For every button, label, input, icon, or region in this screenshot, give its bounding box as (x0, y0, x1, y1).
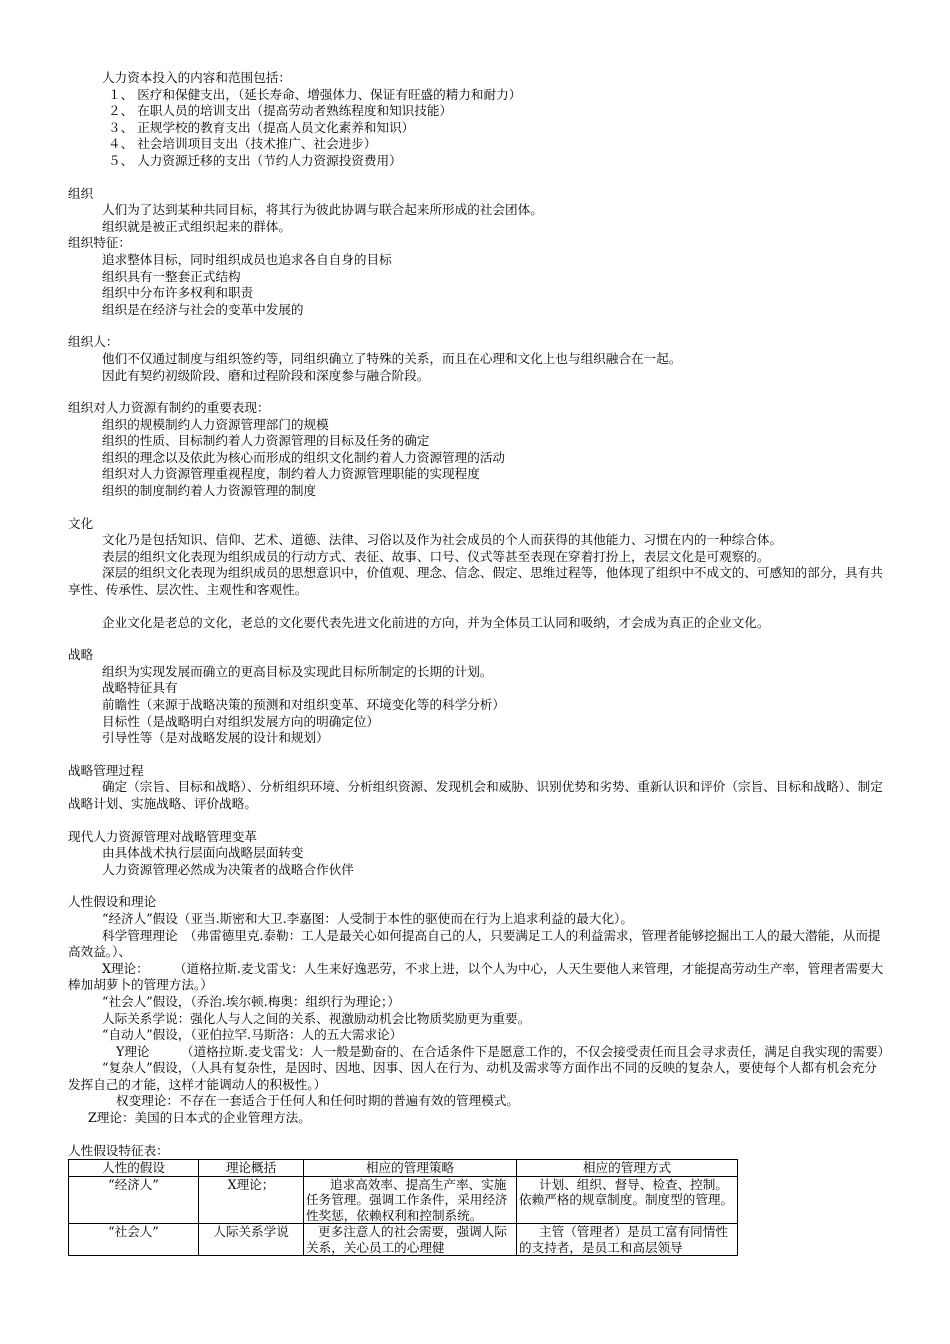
table-cell-assumption: “经济人” (69, 1176, 199, 1224)
table-cell-method: 主管（管理者）是员工富有同情性的支持者，是员工和高层领导 (517, 1224, 738, 1256)
section-title-org-person: 组织人： (68, 334, 119, 350)
modern-hr-line: 人力资源管理必然成为决策者的战略合作伙伴 (102, 861, 354, 877)
hc-intro: 人力资本投入的内容和范围包括： (102, 70, 291, 85)
modern-hr-line: 由具体战术执行层面向战略层面转变 (102, 845, 304, 861)
section-title-org-features: 组织特征： (68, 235, 131, 251)
section-title-org-constraint: 组织对人力资源有制约的重要表现： (68, 400, 270, 416)
hc-item: ４、 社会培训项目支出（技术推广、社会进步） (108, 136, 377, 152)
table-cell-theory: X理论； (199, 1176, 304, 1224)
human-nature-complex: “复杂人”假设，（人具有复杂性，是因时、因地、因事、因人在行为、动机及需求等方面作出不同的反映的复杂人，要使每个人都有机会充分发挥自己的才能，这样才能调动人的积极性。） (68, 1060, 877, 1092)
hc-item: ５、 人力资源迁移的支出（节约人力资源投资费用） (108, 152, 402, 168)
table-header-cell: 相应的管理策略 (304, 1160, 517, 1177)
table-header-cell: 人性的假设 (69, 1160, 199, 1177)
human-nature-y-theory: Y理论 （道格拉斯.麦戈雷戈：人一般是勤奋的、在合适条件下是愿意工作的，不仅会接受责任而且会寻求责任，满足自我实现的需要） (116, 1043, 891, 1059)
human-nature-x-theory: X理论： （道格拉斯.麦戈雷戈：人生来好逸恶劳，不求上进，以个人为中心，人天生要他人来管理，才能提高劳动生产率，管理者需要大棒加胡萝卜的管理方法。） (68, 960, 884, 993)
table-row (69, 1224, 738, 1256)
section-title-strategy-process: 战略管理过程 (68, 762, 144, 778)
human-nature-scientific: 科学管理理论 （弗雷德里克.泰勒：工人是最关心如何提高自己的人，只要满足工人的利益需求，管理者能够挖掘出工人的最大潜能，从而提高效益。）、 (68, 927, 881, 960)
strategy-line: 目标性（是战略明白对组织发展方向的明确定位） (102, 713, 380, 729)
human-nature-contingency: 权变理论：不存在一套适合于任何人和任何时期的普遍有效的管理模式。 (116, 1093, 519, 1109)
culture-enterprise: 企业文化是老总的文化，老总的文化要代表先进文化前进的方向，并为全体员工认同和吸纳，才会成为真正的企业文化。 (102, 614, 770, 630)
culture-paragraph: 深层的组织文化表现为组织成员的思想意识中，价值观、理念、信念、假定、思维过程等，他体现了组织中不成文的、可感知的部分，具有共享性、传承性、层次性、主观性和客观性。 (68, 565, 883, 598)
table-title: 人性假设特征表： (68, 1142, 169, 1158)
org-line: 组织就是被正式组织起来的群体。 (102, 218, 291, 234)
strategy-line: 引导性等（是对战略发展的设计和规划） (102, 730, 329, 746)
human-nature-self: “自动人”假设，（亚伯拉罕.马斯洛：人的五大需求论） (102, 1027, 403, 1043)
culture-line: 表层的组织文化表现为组织成员的行动方式、表征、故事、口号、仪式等甚至表现在穿着打扮上，表层文化是可观察的。 (102, 548, 770, 564)
strategy-process-text: 确定（宗旨、目标和战略）、分析组织环境、分析组织资源、发现机会和威胁、识别优势和劣势、重新认识和评价（宗旨、目标和战略）、制定战略计划、实施战略、评价战略。 (68, 779, 883, 811)
org-feature-line: 组织中分布许多权利和职责 (102, 285, 254, 301)
strategy-line: 组织为实现发展而确立的更高目标及实现此目标所制定的长期的计划。 (102, 663, 493, 679)
section-title-culture: 文化 (68, 515, 94, 531)
section-title-strategy: 战略 (68, 647, 94, 663)
hc-item: ２、 在职人员的培训支出（提高劳动者熟练程度和知识技能） (108, 103, 453, 119)
org-constraint-line: 组织的性质、目标制约着人力资源管理的目标及任务的确定 (102, 433, 430, 449)
section-title-human-nature: 人性假设和理论 (68, 894, 157, 910)
table-header-cell: 相应的管理方式 (517, 1160, 738, 1177)
table-cell-method: 计划、组织、督导、检查、控制。依赖严格的规章制度。制度型的管理。 (517, 1176, 738, 1224)
human-nature-economic: “经济人”假设（亚当.斯密和大卫.李嘉图：人受制于本性的驱使而在行为上追求利益的最大化）。 (102, 910, 633, 926)
strategy-line: 战略特征具有 (102, 680, 178, 696)
org-feature-line: 组织是在经济与社会的变革中发展的 (102, 301, 304, 317)
section-title-modern-hr: 现代人力资源管理对战略管理变革 (68, 828, 257, 844)
org-constraint-line: 组织的规模制约人力资源管理部门的规模 (102, 416, 329, 432)
org-line: 人们为了达到某种共同目标，将其行为彼此协调与联合起来所形成的社会团体。 (102, 202, 543, 218)
section-title-org: 组织 (68, 185, 94, 201)
org-feature-line: 追求整体目标，同时组织成员也追求各自自身的目标 (102, 251, 392, 267)
table-cell-strategy: 追求高效率、提高生产率、实施任务管理。强调工作条件，采用经济性奖惩，依赖权利和控制系统。 (304, 1176, 517, 1224)
org-constraint-line: 组织的理念以及依此为核心而形成的组织文化制约着人力资源管理的活动 (102, 449, 505, 465)
culture-line: 文化乃是包括知识、信仰、艺术、道德、法律、习俗以及作为社会成员的个人而获得的其他能力、习惯在内的一种综合体。 (102, 532, 783, 548)
human-nature-social: “社会人”假设，（乔治.埃尔顿.梅奥：组织行为理论；） (102, 993, 400, 1009)
table-cell-theory: 人际关系学说 (199, 1224, 304, 1256)
human-nature-table (68, 1159, 738, 1256)
org-constraint-line: 组织对人力资源管理重视程度，制约着人力资源管理职能的实现程度 (102, 466, 480, 482)
human-nature-relations: 人际关系学说：强化人与人之间的关系、视激励动机会比物质奖励更为重要。 (102, 1010, 531, 1026)
hc-item: １、 医疗和保健支出，（延长寿命、增强体力、保证有旺盛的精力和耐力） (108, 86, 522, 102)
strategy-line: 前瞻性（来源于战略决策的预测和对组织变革、环境变化等的科学分析） (102, 697, 505, 712)
table-cell-strategy: 更多注意人的社会需要，强调人际关系，关心员工的心理健 (304, 1224, 517, 1256)
org-feature-line: 组织具有一整套正式结构 (102, 268, 241, 284)
table-header-cell: 理论概括 (199, 1160, 304, 1177)
table-cell-assumption: “社会人” (69, 1224, 199, 1256)
table-header-row (69, 1160, 738, 1177)
table-row (69, 1176, 738, 1224)
hc-item: ３、 正规学校的教育支出（提高人员文化素养和知识） (108, 119, 415, 135)
org-person-line: 因此有契约初级阶段、磨和过程阶段和深度参与融合阶段。 (102, 367, 430, 383)
org-constraint-line: 组织的制度制约着人力资源管理的制度 (102, 483, 317, 499)
org-person-line: 他们不仅通过制度与组织签约等，同组织确立了特殊的关系，而且在心理和文化上也与组织融合在一起。 (102, 350, 682, 366)
human-nature-z-theory: Z理论：美国的日本式的企业管理方法。 (88, 1110, 311, 1126)
document-page (68, 70, 891, 1256)
